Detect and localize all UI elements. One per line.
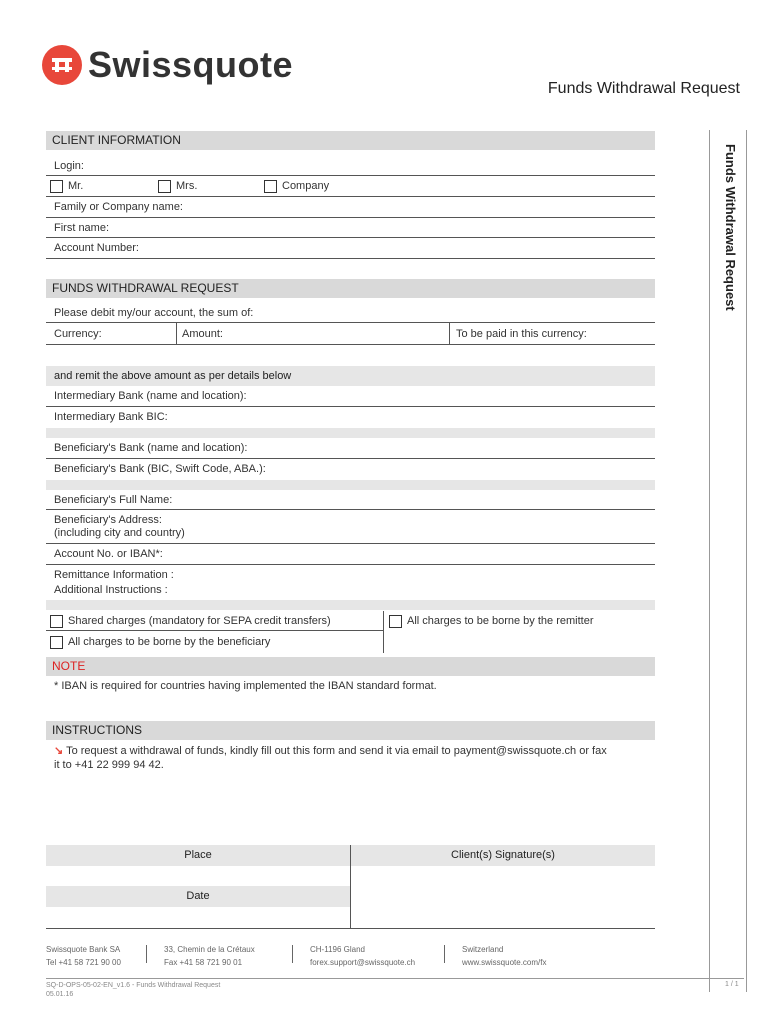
footer-street: 33, Chemin de la Crétaux — [164, 945, 255, 954]
instructions-header: INSTRUCTIONS — [46, 721, 655, 740]
brand-name: Swissquote — [88, 44, 294, 85]
login-row[interactable] — [46, 156, 655, 176]
side-label: Funds Withdrawal Request — [723, 144, 738, 311]
beneficiary-bic-row[interactable] — [46, 459, 655, 480]
company-checkbox[interactable] — [264, 180, 277, 193]
remitter-charges-checkbox[interactable] — [389, 615, 402, 628]
login-label: Login: — [54, 160, 84, 172]
shared-charges-checkbox[interactable] — [50, 615, 63, 628]
divider — [176, 323, 177, 345]
divider — [449, 323, 450, 345]
divider — [292, 945, 293, 963]
instructions-text — [54, 744, 654, 772]
instructions-line-1: To request a withdrawal of funds, kindly fill out this form and send it via email to payment@swissquote.ch or fax — [66, 745, 607, 757]
footer-bank-name: Swissquote Bank SA — [46, 945, 121, 954]
salutation-row — [46, 176, 655, 197]
intermediary-bic-label: Intermediary Bank BIC: — [54, 411, 168, 423]
document-date: 05.01.16 — [46, 991, 74, 998]
company-option[interactable] — [264, 176, 329, 197]
date-field[interactable] — [46, 907, 350, 929]
intermediary-bic-row[interactable] — [46, 407, 655, 428]
mrs-option[interactable] — [158, 176, 197, 197]
footer-tel: Tel +41 58 721 90 00 — [46, 958, 121, 967]
place-field[interactable] — [46, 866, 350, 886]
remit-banner: and remit the above amount as per details below — [46, 366, 655, 386]
shared-charges-option[interactable] — [50, 611, 331, 631]
footer-country-name: Switzerland — [462, 945, 504, 954]
beneficiary-name-row[interactable] — [46, 490, 655, 510]
company-label: Company — [282, 180, 330, 192]
amount-row — [46, 323, 655, 345]
intermediary-bank-label: Intermediary Bank (name and location): — [54, 390, 247, 402]
beneficiary-address-row[interactable] — [46, 510, 655, 544]
footer-bank — [46, 943, 121, 969]
instructions-line-2: it to +41 22 999 94 42. — [54, 759, 164, 771]
account-number-label: Account Number: — [54, 242, 139, 254]
beneficiary-charges-option[interactable] — [50, 632, 270, 652]
footer-postcode: CH-1196 Gland — [310, 945, 365, 954]
spacer — [46, 428, 655, 438]
remittance-row[interactable] — [46, 565, 655, 599]
iban-row[interactable] — [46, 544, 655, 565]
paid-currency-label: To be paid in this currency: — [456, 328, 587, 340]
footer-address — [164, 943, 255, 969]
remitter-charges-label: All charges to be borne by the remitter — [407, 615, 594, 627]
document-code: SQ-D-OPS-05-02-EN_v1.6 - Funds Withdrawal Request — [46, 982, 221, 989]
currency-label: Currency: — [54, 328, 102, 340]
beneficiary-bank-label: Beneficiary's Bank (name and location): — [54, 442, 248, 454]
withdrawal-header: FUNDS WITHDRAWAL REQUEST — [46, 279, 655, 298]
debit-row — [46, 303, 655, 323]
document-reference — [46, 981, 220, 999]
debit-label: Please debit my/our account, the sum of: — [54, 307, 254, 319]
signature-field[interactable] — [351, 866, 655, 929]
beneficiary-address-hint: (including city and country) — [54, 527, 185, 539]
mrs-checkbox[interactable] — [158, 180, 171, 193]
footer-email: forex.support@swissquote.ch — [310, 958, 416, 967]
beneficiary-charges-label: All charges to be borne by the beneficiary — [68, 636, 271, 648]
page-number: 1 / 1 — [725, 981, 739, 988]
mr-label: Mr. — [68, 180, 84, 192]
divider — [46, 630, 383, 631]
footer-website: www.swissquote.com/fx — [462, 958, 547, 967]
first-name-label: First name: — [54, 222, 110, 234]
divider — [383, 611, 384, 653]
swissquote-logo — [42, 44, 293, 86]
mr-checkbox[interactable] — [50, 180, 63, 193]
family-name-row[interactable] — [46, 197, 655, 218]
footer-fax: Fax +41 58 721 90 01 — [164, 958, 243, 967]
footer-city — [310, 943, 415, 969]
amount-label: Amount: — [182, 328, 223, 340]
signature-label: Client(s) Signature(s) — [351, 845, 655, 866]
note-text: * IBAN is required for countries having implemented the IBAN standard format. — [54, 680, 437, 692]
document-title: Funds Withdrawal Request — [547, 80, 740, 97]
footer-rule — [46, 978, 744, 979]
divider — [444, 945, 445, 963]
spacer — [46, 600, 655, 610]
arrow-icon: ↘ — [54, 745, 64, 757]
side-strip — [709, 130, 747, 992]
beneficiary-bic-label: Beneficiary's Bank (BIC, Swift Code, ABA.): — [54, 463, 266, 475]
additional-instructions-label: Additional Instructions : — [54, 584, 168, 596]
family-name-label: Family or Company name: — [54, 201, 183, 213]
beneficiary-address-label: Beneficiary's Address: — [54, 514, 162, 526]
mrs-label: Mrs. — [176, 180, 198, 192]
footer-country — [462, 943, 546, 969]
intermediary-bank-row[interactable] — [46, 386, 655, 407]
divider — [146, 945, 147, 963]
remittance-label: Remittance Information : — [54, 569, 174, 581]
place-label: Place — [46, 845, 350, 866]
spacer — [46, 480, 655, 490]
beneficiary-name-label: Beneficiary's Full Name: — [54, 494, 173, 506]
remitter-charges-option[interactable] — [389, 611, 593, 631]
account-number-row[interactable] — [46, 238, 655, 259]
swissquote-logo-icon — [42, 45, 82, 85]
shared-charges-label: Shared charges (mandatory for SEPA credit transfers) — [68, 615, 331, 627]
note-header: NOTE — [46, 657, 655, 676]
beneficiary-bank-row[interactable] — [46, 438, 655, 459]
iban-label: Account No. or IBAN*: — [54, 548, 163, 560]
first-name-row[interactable] — [46, 218, 655, 238]
client-info-header: CLIENT INFORMATION — [46, 131, 655, 150]
date-label: Date — [46, 886, 350, 907]
mr-option[interactable] — [50, 176, 83, 197]
beneficiary-charges-checkbox[interactable] — [50, 636, 63, 649]
